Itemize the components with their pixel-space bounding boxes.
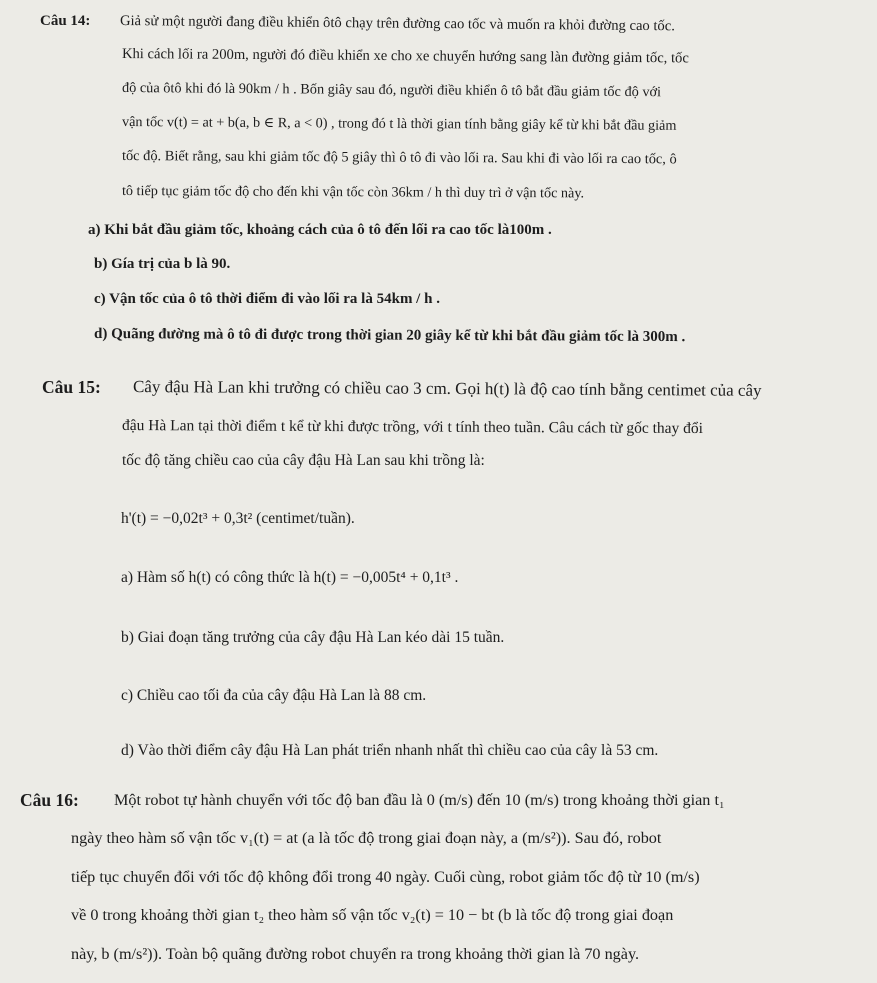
question-text-line: đậu Hà Lan tại thời điểm t kể từ khi được trồng, với t tính theo tuần. Câu cách từ gốc thay đổi <box>121 417 704 438</box>
option-c: c) Vận tốc của ô tô thời điểm đi vào lối ra là 54km / h . <box>94 291 440 307</box>
question-text-line: vận tốc v(t) = at + b(a, b ∈ R, a < 0) , trong đó t là thời gian tính bằng giây kể từ khi bắt đầu giảm <box>121 114 677 134</box>
option-a: a) Hàm số h(t) có công thức là h(t) = −0,005t⁴ + 0,1t³ . <box>121 569 459 586</box>
derivative-formula: h'(t) = −0,02t³ + 0,3t² (centimet/tuần). <box>121 510 355 527</box>
option-c: c) Chiều cao tối đa của cây đậu Hà Lan là 88 cm. <box>121 687 427 704</box>
option-d: d) Quãng đường mà ô tô đi được trong thời gian 20 giây kể từ khi bắt đầu giảm tốc là 300m . <box>93 326 686 346</box>
question-text-line: tô tiếp tục giảm tốc độ cho đến khi vận tốc còn 36km / h thì duy trì ở vận tốc này. <box>121 183 585 202</box>
option-a: a) Khi bắt đầu giảm tốc, khoảng cách của ô tô đến lối ra cao tốc là100m . <box>88 222 552 238</box>
question-text-line: tốc độ tăng chiều cao của cây đậu Hà Lan sau khi trồng là: <box>122 452 485 469</box>
question-text-line: này, b (m/s²)). Toàn bộ quãng đường robot chuyển ra trong khoảng thời gian là 70 ngày. <box>71 945 640 963</box>
question-text-line: Cây đậu Hà Lan khi trưởng có chiều cao 3 cm. Gọi h(t) là độ cao tính bằng centimet của cây <box>132 377 762 400</box>
question-label: Câu 16: <box>20 790 79 810</box>
question-text-line: Một robot tự hành chuyển với tốc độ ban đầu là 0 (m/s) đến 10 (m/s) trong khoảng thời gian t₁ <box>114 791 725 809</box>
option-b: b) Giai đoạn tăng trưởng của cây đậu Hà Lan kéo dài 15 tuần. <box>121 629 505 646</box>
question-text-line: ngày theo hàm số vận tốc v₁(t) = at (a là tốc độ trong giai đoạn này, a (m/s²)). Sau đó, robot <box>71 829 662 847</box>
question-text-line: Giả sử một người đang điều khiển ôtô chạy trên đường cao tốc và muốn ra khỏi đường cao tốc. <box>119 13 675 35</box>
question-label: Câu 14: <box>40 13 91 29</box>
question-text-line: tiếp tục chuyển đổi với tốc độ không đổi trong 40 ngày. Cuối cùng, robot giảm tốc độ từ 10 (m/s) <box>71 868 700 886</box>
question-text-line: tốc độ. Biết rằng, sau khi giảm tốc độ 5 giây thì ô tô đi vào lối ra. Sau khi đi vào lối ra cao tốc, ô <box>121 148 677 168</box>
question-text-line: Khi cách lối ra 200m, người đó điều khiển xe cho xe chuyển hướng sang làn đường giảm tốc, tốc <box>121 46 689 67</box>
question-label: Câu 15: <box>42 377 101 397</box>
question-text-line: về 0 trong khoảng thời gian t₂ theo hàm số vận tốc v₂(t) = 10 − bt (b là tốc độ trong giai đoạn <box>71 906 674 924</box>
option-d: d) Vào thời điểm cây đậu Hà Lan phát triển nhanh nhất thì chiều cao của cây là 53 cm. <box>121 742 659 759</box>
option-b: b) Gía trị của b là 90. <box>94 256 231 272</box>
question-text-line: độ của ôtô khi đó là 90km / h . Bốn giây sau đó, người điều khiển ô tô bắt đầu giảm tốc độ với <box>121 80 662 101</box>
